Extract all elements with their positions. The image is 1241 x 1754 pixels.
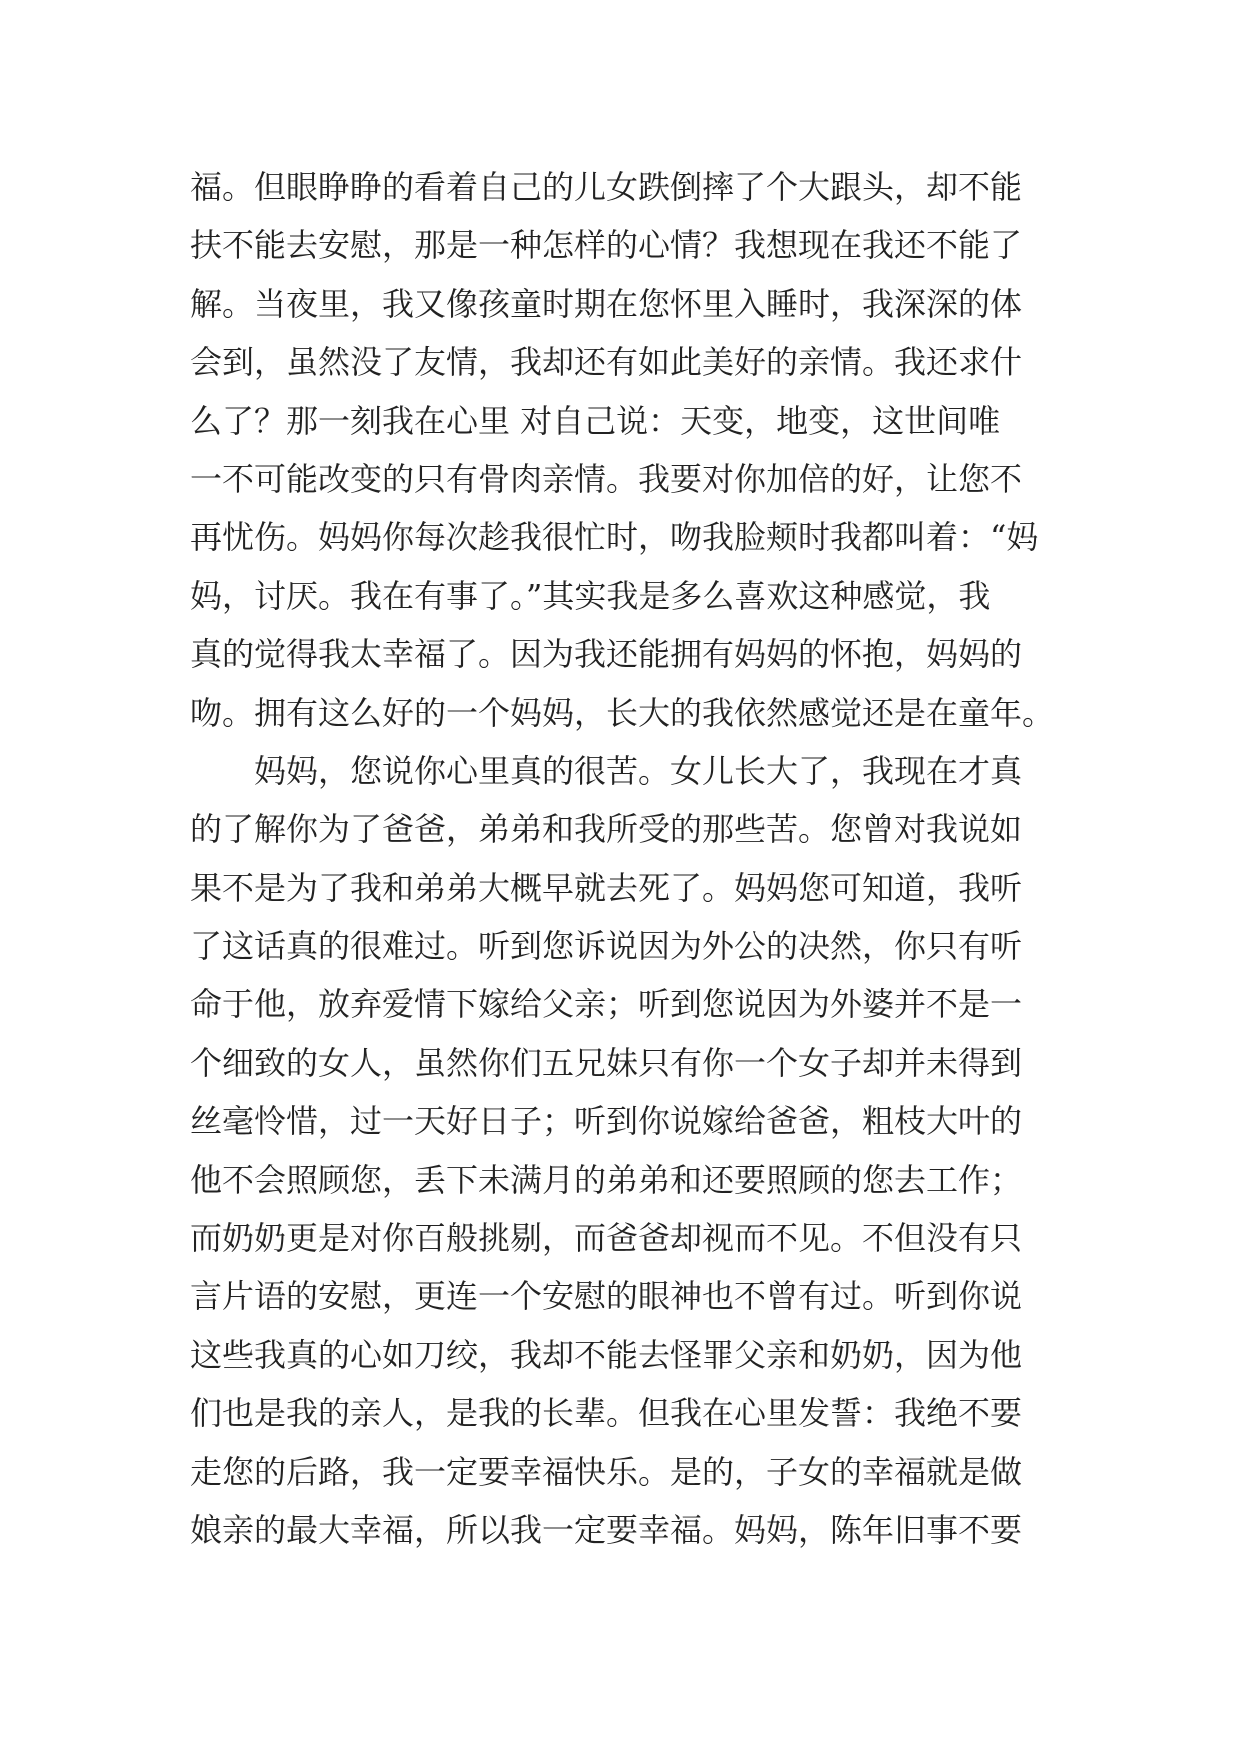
text-line: 们也是我的亲人，是我的长辈。但我在心里发誓：我绝不要: [190, 1394, 1023, 1433]
text-line: 言片语的安慰，更连一个安慰的眼神也不曾有过。听到你说: [190, 1277, 1023, 1316]
text-line: 吻。拥有这么好的一个妈妈，长大的我依然感觉还是在童年。: [190, 693, 1055, 732]
text-line: 妈妈，您说你心里真的很苦。女儿长大了，我现在才真: [190, 751, 1023, 790]
text-line: 命于他，放弃爱情下嫁给父亲；听到您说因为外婆并不是一: [190, 985, 1023, 1024]
text-line: 么了？那一刻我在心里 对自己说：天变，地变，这世间唯: [190, 401, 1001, 440]
body-text: [190, 158, 1070, 1559]
text-line: 这些我真的心如刀绞，我却不能去怪罪父亲和奶奶，因为他: [190, 1335, 1023, 1374]
text-line: 福。但眼睁睁的看着自己的儿女跌倒摔了个大跟头，却不能: [190, 168, 1023, 206]
text-line: 了这话真的很难过。听到您诉说因为外公的决然，你只有听: [190, 927, 1023, 966]
text-line: 会到，虽然没了友情，我却还有如此美好的亲情。我还求什: [190, 343, 1023, 382]
text-line: 一不可能改变的只有骨肉亲情。我要对你加倍的好，让您不: [190, 459, 1023, 498]
text-line: 再忧伤。妈妈你每次趁我很忙时，吻我脸颊时我都叫着：“妈: [190, 518, 1039, 557]
text-line: 的了解你为了爸爸，弟弟和我所受的那些苦。您曾对我说如: [190, 810, 1023, 849]
text-line: 丝毫怜惜，过一天好日子；听到你说嫁给爸爸，粗枝大叶的: [190, 1102, 1023, 1141]
text-line: 解。当夜里，我又像孩童时期在您怀里入睡时，我深深的体: [190, 284, 1023, 323]
text-line: 扶不能去安慰，那是一种怎样的心情？我想现在我还不能了: [190, 226, 1023, 265]
text-line: 真的觉得我太幸福了。因为我还能拥有妈妈的怀抱，妈妈的: [190, 635, 1023, 674]
text-line: 果不是为了我和弟弟大概早就去死了。妈妈您可知道，我听: [190, 868, 1023, 907]
text-line: 娘亲的最大幸福，所以我一定要幸福。妈妈，陈年旧事不要: [190, 1510, 1023, 1549]
text-line: 走您的后路，我一定要幸福快乐。是的，子女的幸福就是做: [190, 1452, 1023, 1491]
text-line: 他不会照顾您，丢下未满月的弟弟和还要照顾的您去工作；: [190, 1160, 1023, 1199]
text-line: 妈，讨厌。我在有事了。”其实我是多么喜欢这种感觉，我: [190, 576, 991, 615]
text-line: 个细致的女人，虽然你们五兄妹只有你一个女子却并未得到: [190, 1043, 1023, 1082]
text-line: 而奶奶更是对你百般挑剔，而爸爸却视而不见。不但没有只: [190, 1219, 1023, 1258]
